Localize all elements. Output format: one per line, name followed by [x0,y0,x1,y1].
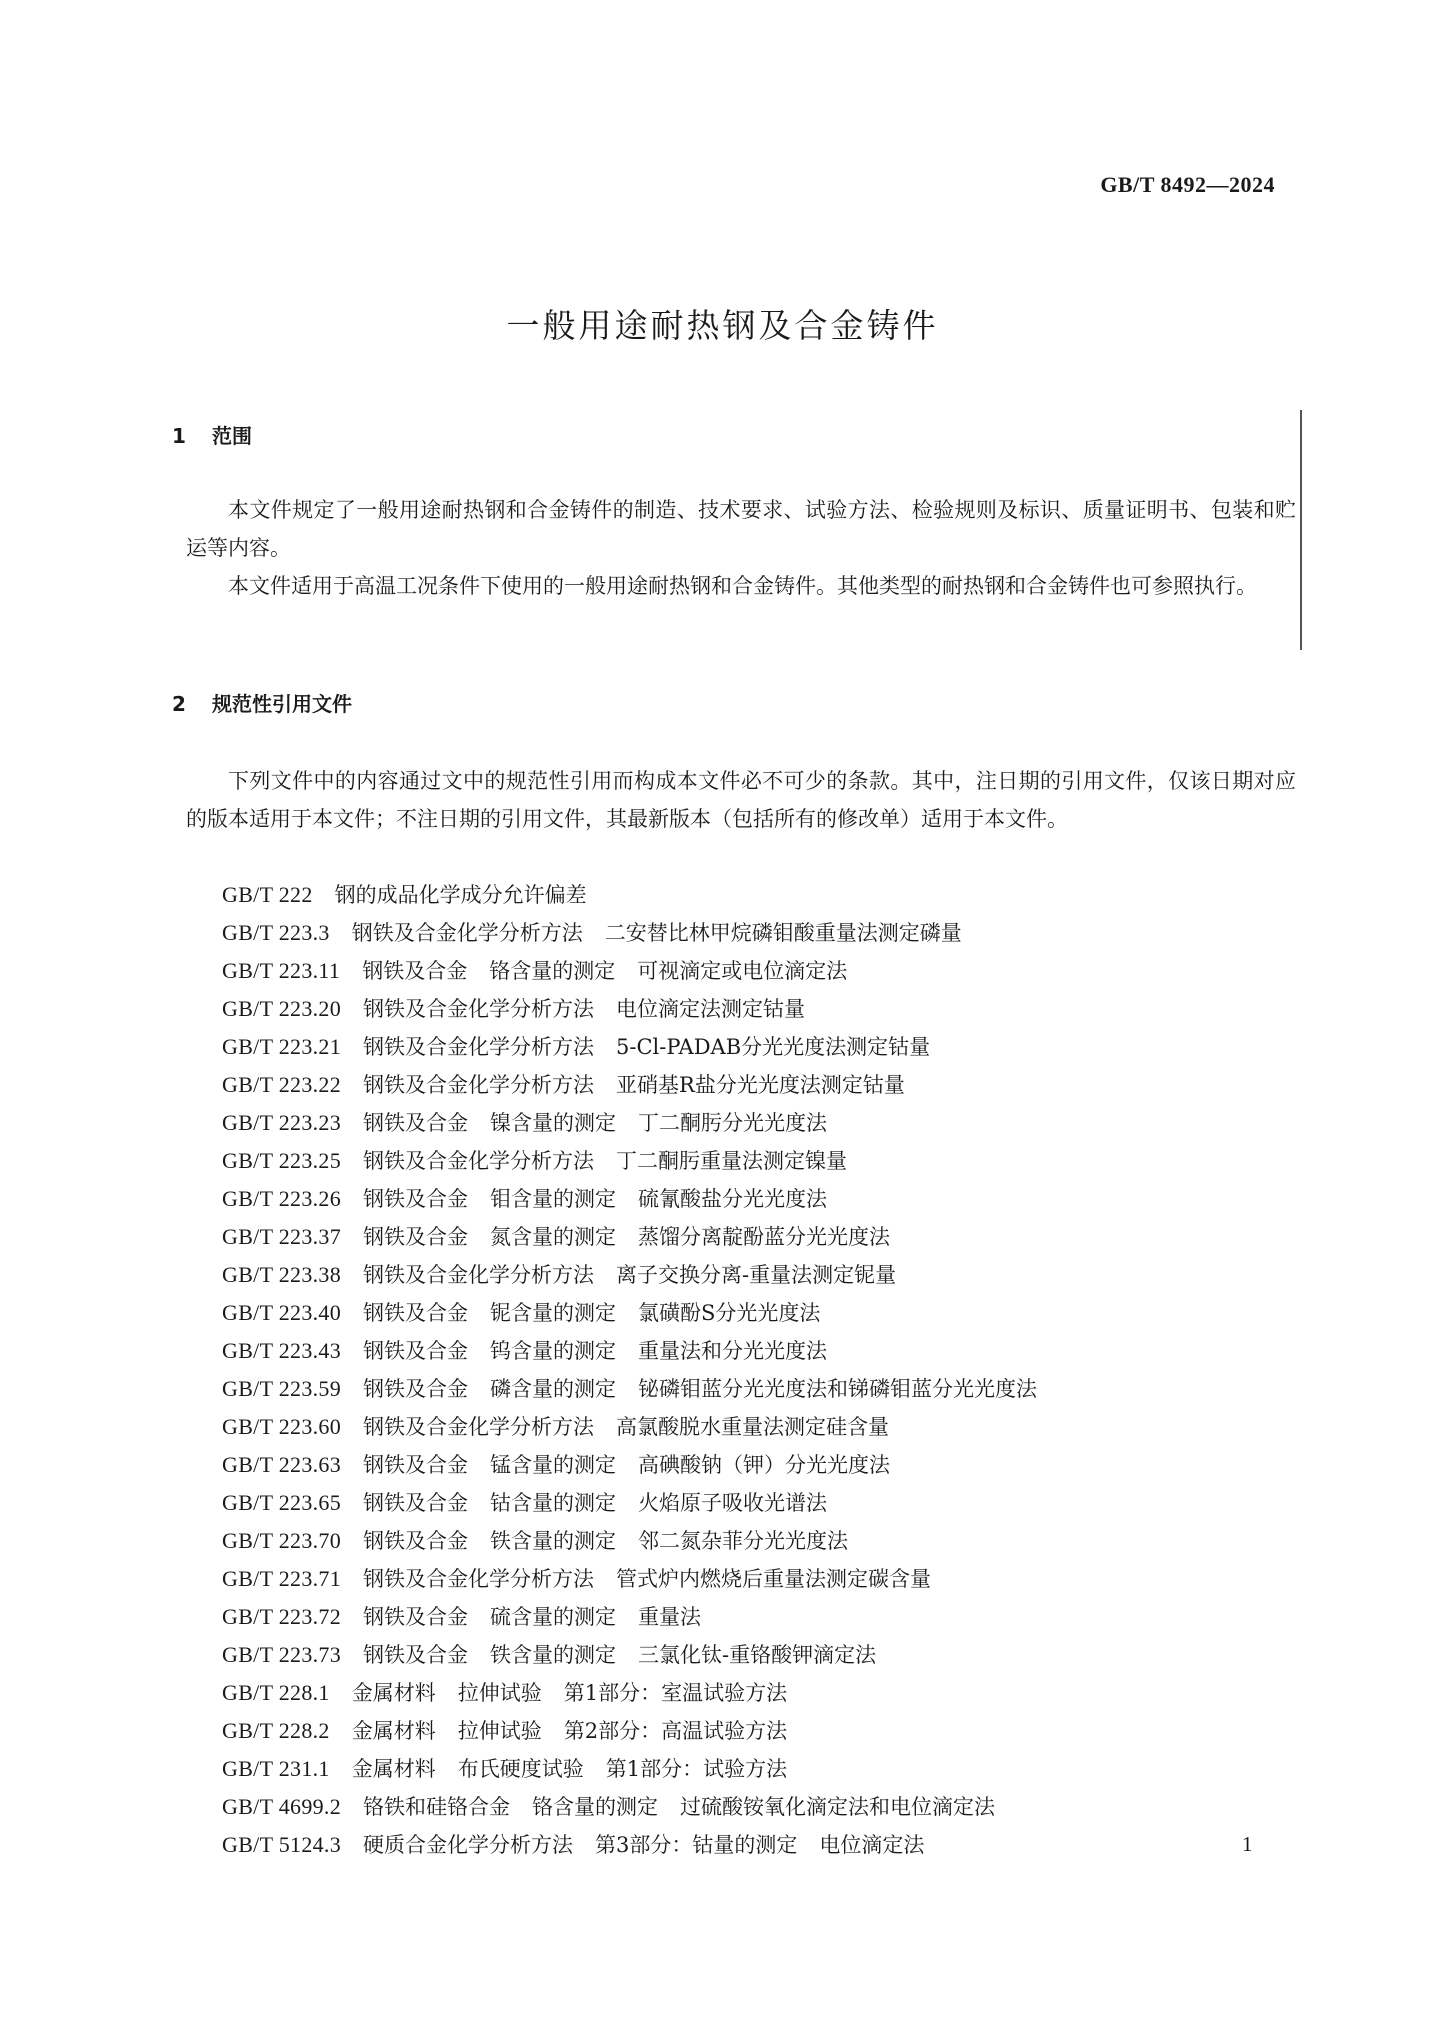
reference-item [222,1408,1037,1446]
reference-title-part: 硫含量的测定 [490,1605,617,1629]
reference-code: GB/T 4699.2 [222,1794,342,1819]
reference-title-part: 铌含量的测定 [490,1301,617,1325]
reference-item [222,1256,1037,1294]
reference-title-part: 高碘酸钠（钾）分光光度法 [638,1453,891,1477]
reference-list [222,876,1037,1864]
reference-title-part: 亚硝基R盐分光光度法测定钴量 [616,1073,905,1097]
reference-title-part: 过硫酸铵氧化滴定法和电位滴定法 [680,1795,996,1819]
reference-title-part: 拉伸试验 [457,1719,542,1743]
reference-code: GB/T 223.71 [222,1566,342,1591]
reference-title-part: 铋磷钼蓝分光光度法和锑磷钼蓝分光光度法 [638,1377,1038,1401]
reference-item [222,1446,1037,1484]
reference-title-part: 钢铁及合金化学分析方法 [363,1149,595,1173]
reference-title-part: 拉伸试验 [457,1681,542,1705]
reference-title-part: 钢铁及合金 [363,1491,469,1515]
section-title: 规范性引用文件 [212,692,352,716]
standard-number: GB/T 8492—2024 [1100,172,1275,197]
reference-title-part: 金属材料 [351,1719,436,1743]
document-title: 一般用途耐热钢及合金铸件 [506,306,939,345]
page-number: 1 [1242,1832,1253,1856]
reference-code: GB/T 222 [222,882,313,907]
change-bar [1300,410,1302,650]
paragraph: 下列文件中的内容通过文中的规范性引用而构成本文件必不可少的条款。其中，注日期的引用文件，仅该日期对应的版本适用于本文件；不注日期的引用文件，其最新版本（包括所有的修改单）适用于本文件。 [186,769,1296,831]
reference-title-part: 铬含量的测定 [489,959,616,983]
reference-code: GB/T 223.73 [222,1642,342,1667]
reference-item [222,1636,1037,1674]
reference-code: GB/T 223.26 [222,1186,342,1211]
reference-title-part: 钢铁及合金化学分析方法 [351,921,583,945]
reference-code: GB/T 223.38 [222,1262,342,1287]
reference-code: GB/T 223.20 [222,996,342,1021]
reference-title-part: 丁二酮肟分光光度法 [638,1111,828,1135]
reference-title-part: 钢铁及合金 [362,959,468,983]
reference-title-part: 磷含量的测定 [490,1377,617,1401]
reference-item [222,1104,1037,1142]
reference-item [222,1598,1037,1636]
reference-title-part: 钢铁及合金 [363,1339,469,1363]
reference-title-part: 铬铁和硅铬合金 [363,1795,511,1819]
reference-code: GB/T 223.72 [222,1604,342,1629]
reference-title-part: 布氏硬度试验 [457,1757,584,1781]
reference-title-part: 二安替比林甲烷磷钼酸重量法测定磷量 [604,921,962,945]
reference-title-part: 氮含量的测定 [490,1225,617,1249]
reference-title-part: 钢的成品化学成分允许偏差 [334,883,587,907]
reference-title-part: 钨含量的测定 [490,1339,617,1363]
reference-code: GB/T 223.63 [222,1452,342,1477]
reference-title-part: 钢铁及合金 [363,1605,469,1629]
reference-title-part: 可视滴定或电位滴定法 [637,959,848,983]
reference-item [222,876,1037,914]
reference-item [222,1294,1037,1332]
reference-title-part: 高氯酸脱水重量法测定硅含量 [616,1415,890,1439]
reference-title-part: 钢铁及合金 [363,1377,469,1401]
reference-code: GB/T 5124.3 [222,1832,342,1857]
reference-title-part: 第2部分：高温试验方法 [563,1719,788,1743]
section-number: 2 [172,692,186,716]
section-heading-normative-references [172,688,352,717]
reference-title-part: 钢铁及合金化学分析方法 [363,997,595,1021]
reference-item [222,1522,1037,1560]
reference-title-part: 钼含量的测定 [490,1187,617,1211]
reference-code: GB/T 228.2 [222,1718,330,1743]
reference-title-part: 镍含量的测定 [490,1111,617,1135]
reference-code: GB/T 223.43 [222,1338,342,1363]
reference-item [222,1218,1037,1256]
reference-title-part: 钢铁及合金化学分析方法 [363,1415,595,1439]
reference-code: GB/T 223.40 [222,1300,342,1325]
reference-item [222,1788,1037,1826]
reference-code: GB/T 223.60 [222,1414,342,1439]
reference-title-part: 第1部分：室温试验方法 [563,1681,788,1705]
reference-title-part: 硫氰酸盐分光光度法 [638,1187,828,1211]
reference-item [222,1370,1037,1408]
reference-title-part: 钢铁及合金化学分析方法 [363,1263,595,1287]
reference-item [222,1560,1037,1598]
reference-title-part: 钴含量的测定 [490,1491,617,1515]
reference-item [222,952,1037,990]
reference-title-part: 重量法和分光光度法 [638,1339,828,1363]
reference-item [222,1332,1037,1370]
reference-item [222,1712,1037,1750]
paragraph: 本文件规定了一般用途耐热钢和合金铸件的制造、技术要求、试验方法、检验规则及标识、质量证明书、包装和贮运等内容。 [186,498,1296,560]
reference-title-part: 硬质合金化学分析方法 [363,1833,574,1857]
reference-code: GB/T 223.21 [222,1034,342,1059]
reference-title-part: 火焰原子吸收光谱法 [638,1491,828,1515]
reference-code: GB/T 223.37 [222,1224,342,1249]
reference-item [222,1674,1037,1712]
reference-title-part: 蒸馏分离靛酚蓝分光光度法 [638,1225,891,1249]
reference-title-part: 金属材料 [351,1757,436,1781]
reference-title-part: 第3部分：钴量的测定 [595,1833,798,1857]
reference-item [222,1826,1037,1864]
reference-code: GB/T 231.1 [222,1756,330,1781]
reference-title-part: 第1部分：试验方法 [605,1757,788,1781]
reference-title-part: 钢铁及合金 [363,1111,469,1135]
reference-title-part: 钢铁及合金 [363,1529,469,1553]
reference-code: GB/T 223.3 [222,920,330,945]
reference-item [222,914,1037,952]
reference-title-part: 铬含量的测定 [532,1795,659,1819]
reference-title-part: 离子交换分离-重量法测定铌量 [616,1263,897,1287]
reference-item [222,1142,1037,1180]
reference-item [222,1180,1037,1218]
reference-title-part: 钢铁及合金 [363,1225,469,1249]
reference-title-part: 钢铁及合金化学分析方法 [363,1035,595,1059]
reference-title-part: 钢铁及合金化学分析方法 [363,1567,595,1591]
reference-title-part: 钢铁及合金化学分析方法 [363,1073,595,1097]
reference-item [222,990,1037,1028]
reference-code: GB/T 228.1 [222,1680,330,1705]
reference-title-part: 铁含量的测定 [490,1643,617,1667]
reference-code: GB/T 223.23 [222,1110,342,1135]
reference-title-part: 钢铁及合金 [363,1643,469,1667]
section-title: 范围 [212,424,252,448]
reference-title-part: 重量法 [638,1605,702,1629]
reference-title-part: 电位滴定法 [819,1833,925,1857]
reference-code: GB/T 223.70 [222,1528,342,1553]
reference-item [222,1066,1037,1104]
reference-title-part: 管式炉内燃烧后重量法测定碳含量 [616,1567,932,1591]
reference-code: GB/T 223.59 [222,1376,342,1401]
reference-title-part: 铁含量的测定 [490,1529,617,1553]
reference-item [222,1028,1037,1066]
reference-code: GB/T 223.22 [222,1072,342,1097]
reference-title-part: 锰含量的测定 [490,1453,617,1477]
reference-title-part: 电位滴定法测定钴量 [616,997,806,1021]
reference-title-part: 钢铁及合金 [363,1301,469,1325]
reference-item [222,1484,1037,1522]
reference-title-part: 丁二酮肟重量法测定镍量 [616,1149,848,1173]
section-number: 1 [172,424,186,448]
reference-title-part: 邻二氮杂菲分光光度法 [638,1529,849,1553]
reference-title-part: 金属材料 [351,1681,436,1705]
reference-title-part: 三氯化钛-重铬酸钾滴定法 [638,1643,877,1667]
reference-title-part: 钢铁及合金 [363,1453,469,1477]
reference-code: GB/T 223.25 [222,1148,342,1173]
reference-code: GB/T 223.11 [222,958,341,983]
section-heading-scope [172,420,252,449]
reference-title-part: 氯磺酚S分光光度法 [638,1301,821,1325]
reference-item [222,1750,1037,1788]
reference-code: GB/T 223.65 [222,1490,342,1515]
paragraph: 本文件适用于高温工况条件下使用的一般用途耐热钢和合金铸件。其他类型的耐热钢和合金铸件也可参照执行。 [228,574,1257,598]
reference-title-part: 钢铁及合金 [363,1187,469,1211]
reference-title-part: 5-Cl-PADAB分光光度法测定钴量 [616,1035,931,1059]
